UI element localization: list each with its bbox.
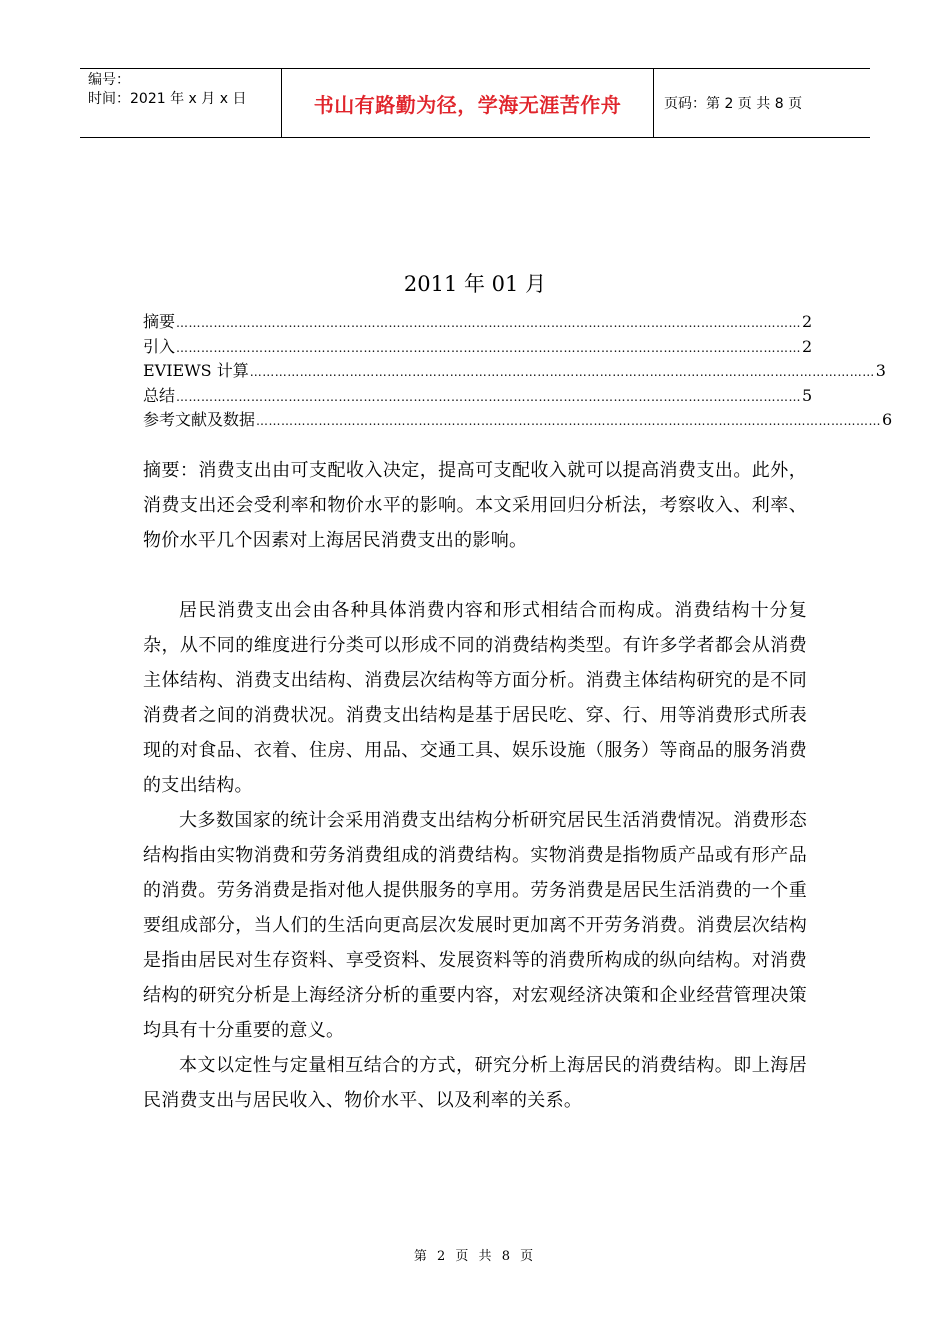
toc-label: 摘要 [143, 312, 176, 331]
toc-page: 6 [882, 410, 893, 429]
toc-leader: …………………………………………………………………………………………………………………………………… [176, 316, 802, 330]
toc-leader: …………………………………………………………………………………………………………………………………… [256, 414, 882, 428]
header-meta [80, 69, 282, 137]
toc-page: 2 [802, 336, 813, 356]
date-title: 2011 年 01 月 [403, 272, 547, 296]
paragraph: 本文以定性与定量相互结合的方式，研究分析上海居民的消费结构。即上海居民消费支出与居民收入、物价水平、以及利率的关系。 [143, 1055, 807, 1111]
toc-entry[interactable] [143, 408, 893, 433]
paragraph: 居民消费支出会由各种具体消费内容和形式相结合而构成。消费结构十分复杂，从不同的维度进行分类可以形成不同的消费结构类型。有许多学者都会从消费主体结构、消费支出结构、消费层次结构等方面分析。消费主体结构研究的是不同消费者之间的消费状况。消费支出结构是基于居民吃、穿、行、用等消费形式所表现的对食品、衣着、住房、用品、交通工具、娱乐设施（服务）等商品的服务消费的支出结构。 [143, 600, 807, 796]
toc-leader: …………………………………………………………………………………………………………………………………… [176, 340, 802, 355]
abstract-text: 摘要：消费支出由可支配收入决定，提高可支配收入就可以提高消费支出。此外，消费支出还会受利率和物价水平的影响。本文采用回归分析法，考察收入、利率、物价水平几个因素对上海居民消费支出的影响。 [143, 460, 807, 551]
toc-page: 5 [802, 385, 813, 405]
toc-page: 2 [802, 312, 813, 331]
abstract-block [143, 453, 807, 558]
toc-label: 引入 [143, 336, 176, 356]
toc-leader: …………………………………………………………………………………………………………………………………… [249, 365, 875, 379]
toc-label: 总结 [143, 385, 176, 405]
body-text [143, 593, 807, 1118]
header-motto: 书山有路勤为径，学海无涯苦作舟 [282, 69, 654, 137]
toc-entry[interactable] [143, 359, 886, 384]
page-header [80, 68, 870, 138]
toc-label: EVIEWS 计算 [143, 361, 249, 380]
toc-entry[interactable] [143, 335, 813, 360]
header-page-info: 页码：第 2 页 共 8 页 [664, 96, 803, 112]
time-label: 时间：2021 年 x 月 x 日 [88, 91, 247, 107]
toc-leader: …………………………………………………………………………………………………………………………………… [176, 389, 802, 404]
toc-page: 3 [875, 361, 886, 380]
number-label: 编号： [88, 72, 130, 88]
page-footer: 第 2 页 共 8 页 [413, 1249, 537, 1264]
toc-entry[interactable] [143, 310, 813, 335]
paragraph: 大多数国家的统计会采用消费支出结构分析研究居民生活消费情况。消费形态结构指由实物消费和劳务消费组成的消费结构。实物消费是指物质产品或有形产品的消费。劳务消费是指对他人提供服务的享用。劳务消费是居民生活消费的一个重要组成部分，当人们的生活向更高层次发展时更加离不开劳务消费。消费层次结构是指由居民对生存资料、享受资料、发展资料等的消费所构成的纵向结构。对消费结构的研究分析是上海经济分析的重要内容，对宏观经济决策和企业经营管理决策均具有十分重要的意义。 [143, 810, 807, 1041]
table-of-contents [143, 310, 893, 433]
toc-label: 参考文献及数据 [143, 410, 256, 429]
toc-entry[interactable] [143, 384, 813, 409]
